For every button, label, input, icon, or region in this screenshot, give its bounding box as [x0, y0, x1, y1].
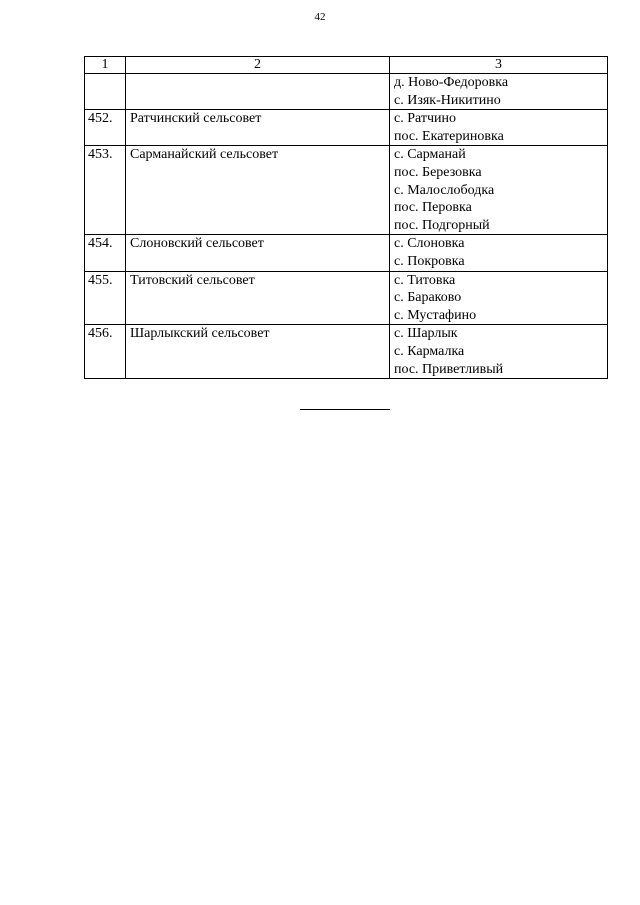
- table-body: [85, 74, 608, 379]
- council-name: Ратчинский сельсовет: [126, 110, 390, 146]
- settlements-cell: [390, 146, 608, 235]
- settlement-name: с. Малослободка: [394, 182, 495, 198]
- row-number: 453.: [85, 146, 126, 235]
- settlements-cell: [390, 325, 608, 379]
- row-number: 455.: [85, 271, 126, 325]
- table-header-row: [85, 57, 608, 74]
- settlement-name: с. Кармалка: [394, 343, 465, 359]
- council-name: [126, 74, 390, 110]
- settlements-table: [84, 56, 608, 379]
- row-number: 456.: [85, 325, 126, 379]
- settlement-name: д. Ново-Федоровка: [394, 75, 509, 90]
- settlement-name: с. Покровка: [394, 253, 465, 269]
- table-row: [85, 110, 608, 146]
- settlements-cell: [390, 271, 608, 325]
- council-name: Титовский сельсовет: [126, 271, 390, 325]
- column-header-number: 1: [85, 57, 126, 74]
- settlements-cell: [390, 110, 608, 146]
- settlement-name: с. Изяк-Никитино: [394, 92, 501, 108]
- settlements-cell: [390, 235, 608, 271]
- settlements-cell: [390, 74, 608, 110]
- table-row: [85, 325, 608, 379]
- column-header-settlements: 3: [390, 57, 608, 74]
- council-name: Слоновский сельсовет: [126, 235, 390, 271]
- page-number: 42: [314, 11, 326, 23]
- table-row: [85, 146, 608, 235]
- table-row: [85, 74, 608, 110]
- council-name: Шарлыкский сельсовет: [126, 325, 390, 379]
- row-number: 452.: [85, 110, 126, 146]
- settlement-name: с. Слоновка: [394, 236, 465, 252]
- settlement-name: пос. Екатериновка: [394, 128, 504, 144]
- settlement-name: пос. Перовка: [394, 200, 472, 216]
- table-row: [85, 271, 608, 325]
- settlement-name: пос. Березовка: [394, 164, 482, 180]
- end-of-section-rule: [300, 409, 390, 410]
- settlement-name: пос. Приветливый: [394, 361, 504, 377]
- settlement-name: с. Сарманай: [394, 147, 466, 163]
- row-number: 454.: [85, 235, 126, 271]
- settlement-name: с. Ратчино: [394, 111, 456, 127]
- council-name: Сарманайский сельсовет: [126, 146, 390, 235]
- settlement-name: с. Шарлык: [394, 326, 458, 342]
- settlement-name: с. Титовка: [394, 272, 456, 288]
- settlement-name: с. Бараково: [394, 290, 462, 306]
- settlement-name: пос. Подгорный: [394, 217, 490, 233]
- table-row: [85, 235, 608, 271]
- row-number: [85, 74, 126, 110]
- column-header-council: 2: [126, 57, 390, 74]
- settlement-name: с. Мустафино: [394, 307, 477, 323]
